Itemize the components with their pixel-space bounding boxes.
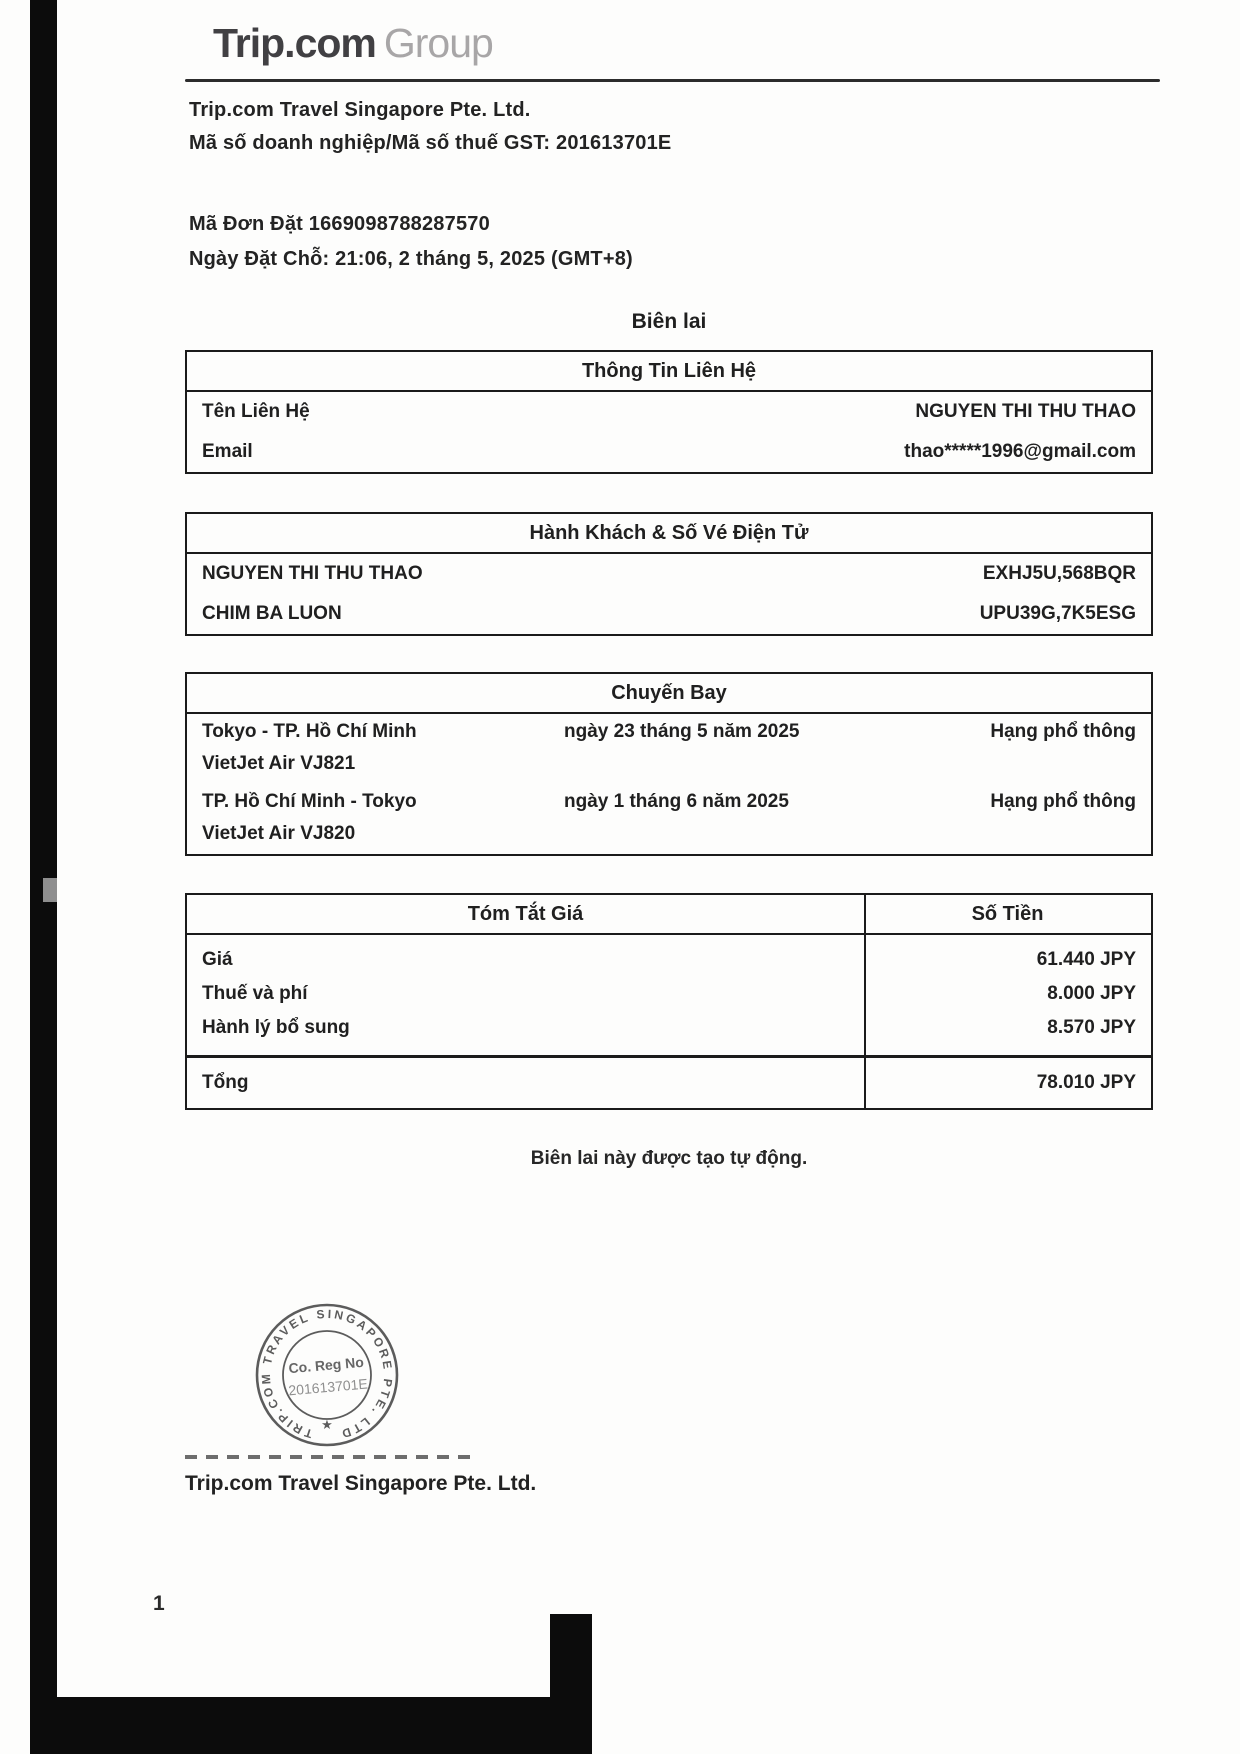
scan-artifact-corner-block [550, 1614, 592, 1704]
passenger-ticket-table [185, 512, 1153, 636]
total-row [187, 1058, 1151, 1108]
passenger-ticket-numbers: EXHJ5U,568BQR [982, 563, 1136, 584]
contact-email-label: Email [202, 441, 253, 462]
star-icon: ★ [321, 1417, 333, 1432]
price-summary-header: Tóm Tắt Giá [467, 902, 584, 925]
price-item-amount: 8.570 JPY [1047, 1017, 1136, 1038]
flight-date: ngày 1 tháng 6 năm 2025 [564, 791, 789, 812]
footer-company-name: Trip.com Travel Singapore Pte. Ltd. [185, 1472, 537, 1495]
contact-table-header: Thông Tin Liên Hệ [187, 352, 1151, 392]
table-row [187, 1011, 1151, 1045]
contact-email-value: thao*****1996@gmail.com [904, 441, 1136, 462]
flight-cabin-class: Hạng phổ thông [990, 721, 1136, 742]
price-item-amount: 8.000 JPY [1047, 983, 1136, 1004]
page-title: Biên lai [631, 310, 707, 333]
table-row [187, 750, 1151, 784]
price-item-label: Giá [202, 949, 233, 970]
passenger-name: NGUYEN THI THU THAO [202, 563, 423, 584]
company-name: Trip.com Travel Singapore Pte. Ltd. [189, 99, 531, 121]
signature-dashed-line [185, 1455, 473, 1459]
table-row [187, 714, 1151, 750]
flights-table [185, 672, 1153, 856]
table-row [187, 392, 1151, 432]
flight-date: ngày 23 tháng 5 năm 2025 [564, 721, 800, 742]
booking-date: Ngày Đặt Chỗ: 21:06, 2 tháng 5, 2025 (GMT+8) [189, 248, 633, 270]
stamp-reg-label: Co. Reg No [287, 1353, 365, 1377]
contact-name-label: Tên Liên Hệ [202, 401, 310, 422]
header-divider [185, 79, 1160, 82]
price-table-body [187, 935, 1151, 1055]
passenger-name: CHIM BA LUON [202, 603, 342, 624]
table-row [187, 820, 1151, 854]
order-number: Mã Đơn Đặt 1669098788287570 [189, 213, 490, 235]
contact-name-value: NGUYEN THI THU THAO [915, 401, 1136, 422]
logo-secondary-text: Group [383, 20, 493, 66]
trip-com-group-logo [213, 20, 493, 67]
stamp-reg-number: 201613701E [287, 1375, 369, 1399]
company-seal-stamp [252, 1300, 402, 1450]
passenger-table-header: Hành Khách & Số Vé Điện Tử [187, 514, 1151, 554]
table-row [187, 977, 1151, 1011]
amount-header: Số Tiền [971, 902, 1044, 925]
table-row [187, 784, 1151, 820]
logo-primary-text: Trip.com [213, 20, 376, 66]
scan-artifact-left-bar [30, 0, 57, 1754]
price-item-label: Thuế và phí [202, 983, 308, 1004]
table-row [187, 594, 1151, 634]
total-label: Tổng [202, 1072, 249, 1093]
scan-artifact-notch [43, 878, 57, 902]
flight-cabin-class: Hạng phổ thông [990, 791, 1136, 812]
contact-info-table [185, 350, 1153, 474]
stamp-ring-text: TRIP.COM TRAVEL SINGAPORE PTE. LTD [258, 1306, 396, 1442]
flight-number: VietJet Air VJ820 [202, 822, 356, 844]
auto-generated-note: Biên lai này được tạo tự động. [530, 1148, 808, 1169]
flight-number: VietJet Air VJ821 [202, 752, 356, 774]
price-column-divider [864, 895, 866, 1108]
price-item-label: Hành lý bổ sung [202, 1017, 350, 1038]
price-item-amount: 61.440 JPY [1036, 949, 1136, 970]
table-row [187, 943, 1151, 977]
scan-artifact-bottom-bar [57, 1697, 592, 1754]
passenger-ticket-numbers: UPU39G,7K5ESG [979, 603, 1136, 624]
table-row [187, 554, 1151, 594]
page-number: 1 [153, 1592, 165, 1615]
table-row [187, 432, 1151, 472]
company-tax-id: Mã số doanh nghiệp/Mã số thuế GST: 201613701E [189, 132, 672, 154]
price-table-header [187, 895, 1151, 935]
flights-table-header: Chuyến Bay [187, 674, 1151, 714]
flight-route: Tokyo - TP. Hồ Chí Minh [202, 721, 417, 742]
total-amount: 78.010 JPY [1036, 1072, 1136, 1093]
flight-route: TP. Hồ Chí Minh - Tokyo [202, 791, 417, 812]
price-summary-table [185, 893, 1153, 1110]
